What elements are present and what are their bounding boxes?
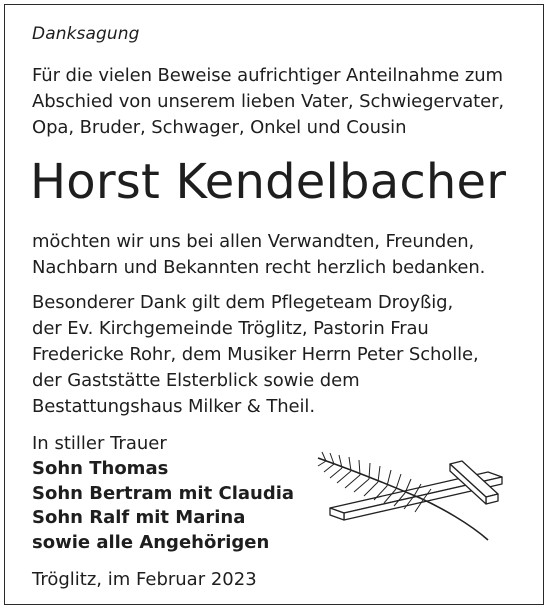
mourner-item: sowie alle Angehörigen: [32, 531, 270, 553]
mourning-label: In stiller Trauer: [32, 433, 167, 454]
intro-text: Für die vielen Beweise aufrichtiger Anteilnahme zum Abschied von unserem lieben Vater, Schwiegervater, Opa, Bruder, Schwager, Onkel und Cousin: [32, 65, 505, 138]
thanks-main-text: möchten wir uns bei allen Verwandten, Freunden, Nachbarn und Bekannten recht herzlich bedanken.: [32, 231, 486, 278]
mourner-item: Sohn Ralf mit Marina: [32, 507, 246, 528]
notice-heading: Danksagung: [32, 24, 140, 44]
mourner-item: Sohn Bertram mit Claudia: [32, 482, 295, 504]
place-date: Tröglitz, im Februar 2023: [32, 569, 257, 590]
cross-and-palm-branch-icon: [312, 450, 532, 550]
thanks-special-text: Besonderer Dank gilt dem Pflegeteam Droyßig, der Ev. Kirchgemeinde Tröglitz, Pastorin Frau Fredericke Rohr, dem Musiker Herrn Peter Scholle, der Gaststätte Elsterblick sowie dem Bestattungshaus Milker & Theil.: [32, 292, 479, 417]
mourner-item: Sohn Thomas: [32, 458, 169, 479]
deceased-name: Horst Kendelbacher: [30, 154, 507, 210]
mourners-list: [32, 457, 294, 555]
